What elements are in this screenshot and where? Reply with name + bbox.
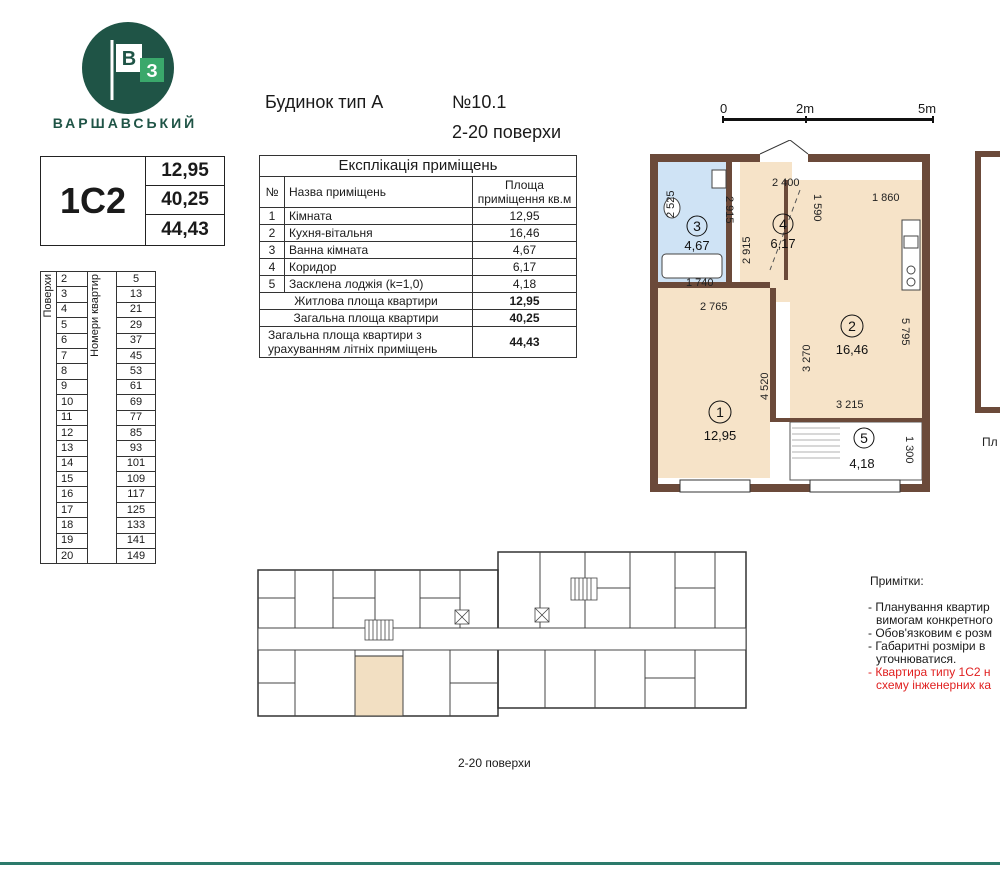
room-5-floor [790,422,922,480]
summer-label: Загальна площа квартири з урахуванням літніх приміщень [260,327,473,358]
apartment-number: 69 [117,395,156,410]
dim-2400: 2 400 [772,177,800,189]
floor-number: 19 [57,533,88,548]
room-1-number: 1 [716,404,724,420]
highlighted-apartment [355,656,403,716]
apartment-number: 21 [117,302,156,317]
floor-number: 17 [57,502,88,517]
room-4-number: 4 [779,216,787,232]
apartment-number: 53 [117,364,156,379]
floor-number: 20 [57,549,88,564]
total-area: 40,25 [146,186,224,215]
brand-name: ВАРШАВСЬКИЙ [52,115,198,131]
elevator-icon [455,608,549,624]
explication-area: 6,17 [473,259,577,276]
floor-number: 4 [57,302,88,317]
apartment-number: 141 [117,533,156,548]
house-type: Будинок тип А [265,92,384,112]
svg-text:В: В [121,48,137,70]
section-number: №10.1 [452,92,507,112]
explication-name: Ванна кімната [285,242,473,259]
dim-1300: 1 300 [903,436,915,464]
apartment-number: 61 [117,379,156,394]
floors-title: 2-20 поверхи [452,122,562,142]
second-plan-edge [978,154,1000,410]
dim-3215: 3 215 [836,399,864,411]
room-2-area: 16,46 [835,342,869,357]
notes-title: Примітки: [870,575,924,588]
apartment-number: 77 [117,410,156,425]
note-line: вимогам конкретного [876,613,993,627]
col-area: Площа приміщення кв.м [473,177,577,208]
apartment-number: 117 [117,487,156,502]
explication-no: 5 [260,276,285,293]
total-value: 40,25 [473,310,577,327]
dim-1740: 1 740 [686,277,714,289]
entrance-door-icon [760,140,808,154]
apartment-number: 29 [117,318,156,333]
floor-number: 3 [57,287,88,302]
floor-number: 18 [57,518,88,533]
explication-row [260,276,577,293]
explication-no: 3 [260,242,285,259]
total-label: Загальна площа квартири [260,310,473,327]
explication-row [260,225,577,242]
explication-area: 16,46 [473,225,577,242]
floors-label: Поверхи [42,274,54,318]
living-area: 12,95 [146,157,224,186]
svg-text:З: З [146,61,158,81]
explication-row [260,242,577,259]
apartment-number: 37 [117,333,156,348]
floor-number: 12 [57,425,88,440]
floor-number: 10 [57,395,88,410]
floor-number: 9 [57,379,88,394]
room-1-floor [658,288,770,478]
floor-number: 15 [57,472,88,487]
summer-value: 44,43 [473,327,577,358]
room-4-area: 6,17 [770,236,796,251]
dim-3270: 3 270 [801,344,813,372]
explication-no: 1 [260,208,285,225]
apartment-number: 45 [117,348,156,363]
explication-row [260,259,577,276]
explication-no: 2 [260,225,285,242]
scale-2m: 2m [796,101,815,116]
washbasin-icon [712,170,726,188]
explication-area: 12,95 [473,208,577,225]
floor-apartment-table [40,271,156,564]
col-name: Назва приміщень [285,177,473,208]
apartments-label: Номери квартир [89,274,101,357]
dim-2915b: 2 915 [741,236,753,264]
floor-number: 7 [57,348,88,363]
window-room-1 [680,480,750,492]
corridor [258,628,746,650]
apartment-number: 85 [117,425,156,440]
explication-title: Експлікація приміщень [260,156,577,177]
apartment-number: 109 [117,472,156,487]
apartment-number: 93 [117,441,156,456]
logo-flag-icon [82,22,174,114]
second-plan-caption: Пл [982,435,998,449]
room-5-area: 4,18 [849,456,875,471]
apartment-number: 133 [117,518,156,533]
col-no: № [260,177,285,208]
apartment-number: 149 [117,549,156,564]
explication-no: 4 [260,259,285,276]
floor-number: 11 [57,410,88,425]
floor-number: 2 [57,272,88,287]
apartment-number: 5 [117,272,156,287]
note-line: - Обов'язковим є розм [868,626,993,640]
window-loggia [810,480,900,492]
explication-area: 4,67 [473,242,577,259]
living-value: 12,95 [473,293,577,310]
note-line: - Габаритні розміри в [868,639,986,653]
room-5-number: 5 [860,430,868,446]
floor-number: 8 [57,364,88,379]
explication-name: Кімната [285,208,473,225]
scale-5m: 5m [918,101,937,116]
explication-name: Засклена лоджія (k=1,0) [285,276,473,293]
room-3-number: 3 [693,218,701,234]
floor-row [41,272,156,287]
apartment-number: 101 [117,456,156,471]
notes [868,575,1000,692]
room-1-area: 12,95 [703,428,737,443]
floor-number: 13 [57,441,88,456]
kitchen-counter [902,220,920,290]
dim-2915a: 2 915 [723,196,735,224]
living-label: Житлова площа квартири [260,293,473,310]
apartment-plan [640,140,1000,500]
bottom-divider [0,862,1000,865]
floor-row [41,379,156,394]
scale-bar [722,116,934,124]
floor-number: 16 [57,487,88,502]
note-line: уточнюватися. [876,652,957,666]
room-3-area: 4,67 [684,238,710,253]
bathtub-icon [662,254,722,278]
summer-area: 44,43 [161,218,209,240]
apartment-number: 125 [117,502,156,517]
dim-1860: 1 860 [872,192,900,204]
explication-table [259,155,577,358]
scale-0: 0 [720,101,728,116]
note-line: - Планування квартир [868,600,990,614]
logo [82,22,174,114]
note-red-line: - Квартира типу 1С2 н [868,665,991,679]
explication-area: 4,18 [473,276,577,293]
apartment-type-box [40,156,225,246]
dim-2525: 2 525 [665,190,677,218]
dim-5795: 5 795 [899,318,911,346]
explication-row [260,208,577,225]
room-2-floor [790,180,922,420]
explication-name: Коридор [285,259,473,276]
floor-plan-caption: 2-20 поверхи [458,756,531,770]
note-red-line: схему інженерних ка [876,678,992,692]
apartment-code: 1С2 [41,157,146,245]
dim-2765: 2 765 [700,301,728,313]
building-floor-plan [255,548,755,720]
floor-number: 5 [57,318,88,333]
apartment-number: 13 [117,287,156,302]
dim-1590: 1 590 [811,194,823,222]
room-2-number: 2 [848,318,856,334]
dim-4520: 4 520 [759,372,771,400]
floor-number: 14 [57,456,88,471]
floor-number: 6 [57,333,88,348]
explication-name: Кухня-вітальня [285,225,473,242]
